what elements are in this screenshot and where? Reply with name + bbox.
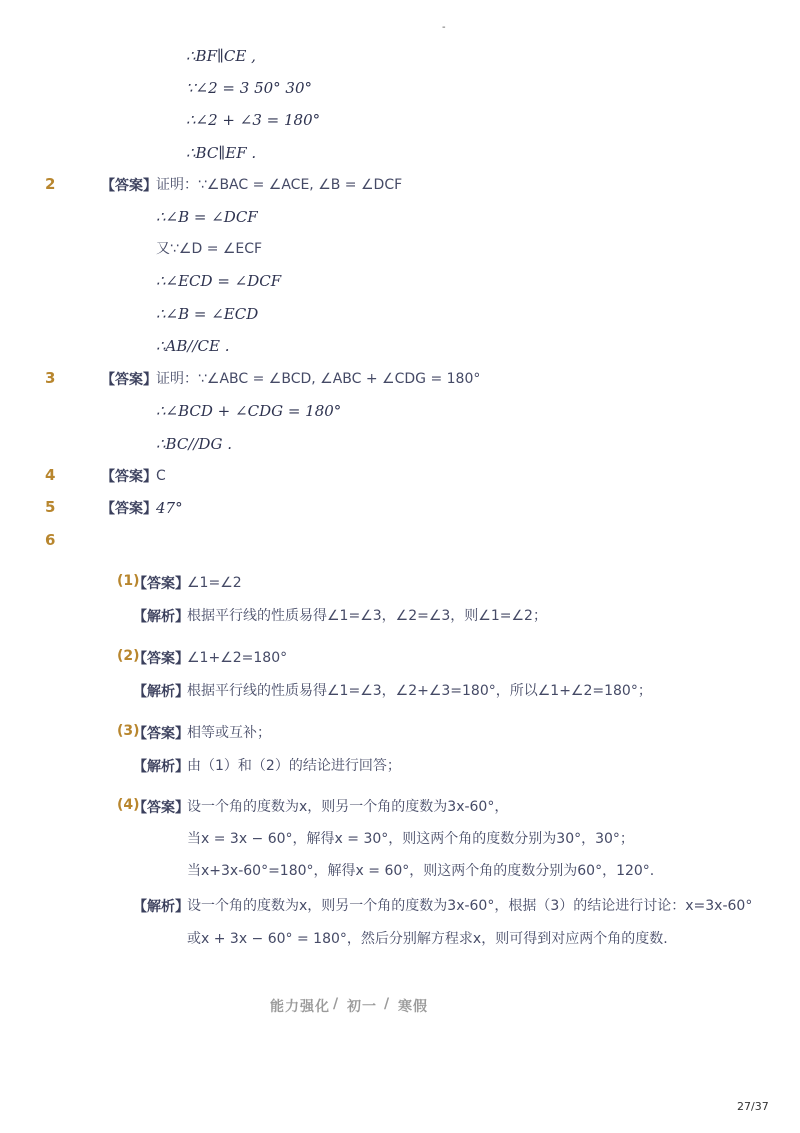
footer-separator-2: / bbox=[384, 996, 391, 1012]
q4-number: 4 bbox=[45, 466, 56, 484]
q4-answer-tag: 【答案】 bbox=[101, 469, 157, 485]
q6-part4-index: (4) bbox=[117, 797, 140, 813]
q2-line-6: ∴AB//CE . bbox=[156, 337, 230, 355]
q2-line-2: ∴∠B = ∠DCF bbox=[156, 208, 258, 226]
page-number: 27/37 bbox=[737, 1100, 769, 1113]
q6-part2-answer-tag: 【答案】 bbox=[133, 651, 189, 667]
q6-part1-answer-tag: 【答案】 bbox=[133, 576, 189, 592]
q3-line-2: ∴∠BCD + ∠CDG = 180° bbox=[156, 402, 342, 420]
q1-line-3: ∴∠2 + ∠3 = 180° bbox=[186, 111, 321, 129]
q6-part4-analysis-tag: 【解析】 bbox=[133, 899, 189, 915]
q6-part4-answer: 设一个角的度数为x，则另一个角的度数为3x-60°， bbox=[187, 799, 509, 815]
q6-part3-analysis: 由（1）和（2）的结论进行回答； bbox=[187, 758, 401, 774]
q6-part2-analysis: 根据平行线的性质易得∠1=∠3，∠2+∠3=180°，所以∠1+∠2=180°； bbox=[187, 683, 652, 699]
q6-part4-analysis-line-2: 或x + 3x − 60° = 180°，然后分别解方程求x，则可得到对应两个角的度数. bbox=[187, 931, 668, 947]
q6-part2-index: (2) bbox=[117, 648, 140, 664]
footer-grade: 初一 bbox=[347, 999, 377, 1015]
footer-course: 能力强化 bbox=[270, 999, 330, 1015]
q6-part1-index: (1) bbox=[117, 573, 140, 589]
q2-line-1: 证明：∵∠BAC = ∠ACE, ∠B = ∠DCF bbox=[156, 177, 403, 193]
q2-answer-tag: 【答案】 bbox=[101, 178, 157, 194]
q6-part3-index: (3) bbox=[117, 723, 140, 739]
q2-line-4: ∴∠ECD = ∠DCF bbox=[156, 272, 282, 290]
q6-part4-answer-tag: 【答案】 bbox=[133, 800, 189, 816]
q5-answer-tag: 【答案】 bbox=[101, 501, 157, 517]
q6-part4-analysis: 设一个角的度数为x，则另一个角的度数为3x-60°，根据（3）的结论进行讨论：x=3x-60° bbox=[187, 898, 753, 914]
q2-line-3: 又∵∠D = ∠ECF bbox=[156, 241, 263, 257]
q1-line-1: ∴BF∥CE , bbox=[186, 47, 256, 65]
q2-number: 2 bbox=[45, 175, 56, 193]
q6-part1-analysis: 根据平行线的性质易得∠1=∠3，∠2=∠3，则∠1=∠2； bbox=[187, 608, 547, 624]
q6-part1-answer: ∠1=∠2 bbox=[187, 575, 242, 591]
q6-part3-answer: 相等或互补； bbox=[187, 725, 271, 741]
q1-line-4: ∴BC∥EF . bbox=[186, 144, 257, 162]
q6-part3-analysis-tag: 【解析】 bbox=[133, 759, 189, 775]
q6-part1-analysis-tag: 【解析】 bbox=[133, 609, 189, 625]
q2-line-5: ∴∠B = ∠ECD bbox=[156, 305, 259, 323]
q6-part4-answer-line-2: 当x+3x-60°=180°，解得x = 60°，则这两个角的度数分别为60°，120°. bbox=[187, 863, 655, 879]
q3-number: 3 bbox=[45, 369, 56, 387]
q6-part2-analysis-tag: 【解析】 bbox=[133, 684, 189, 700]
q5-answer: 47° bbox=[156, 499, 183, 517]
q1-line-2: ∵∠2 = 3 50° 30° bbox=[186, 79, 313, 97]
q3-line-3: ∴BC//DG . bbox=[156, 435, 232, 453]
q6-number: 6 bbox=[45, 531, 56, 549]
q5-number: 5 bbox=[45, 498, 56, 516]
q6-part3-answer-tag: 【答案】 bbox=[133, 726, 189, 742]
q6-part4-answer-line-1: 当x = 3x − 60°，解得x = 30°，则这两个角的度数分别为30°，30°； bbox=[187, 831, 634, 847]
q6-part2-answer: ∠1+∠2=180° bbox=[187, 650, 288, 666]
header-mark: - bbox=[442, 22, 446, 33]
footer-term: 寒假 bbox=[398, 999, 428, 1015]
q3-line-1: 证明：∵∠ABC = ∠BCD, ∠ABC + ∠CDG = 180° bbox=[156, 371, 481, 387]
q4-answer: C bbox=[156, 468, 166, 484]
q3-answer-tag: 【答案】 bbox=[101, 372, 157, 388]
footer-separator-1: / bbox=[333, 996, 340, 1012]
